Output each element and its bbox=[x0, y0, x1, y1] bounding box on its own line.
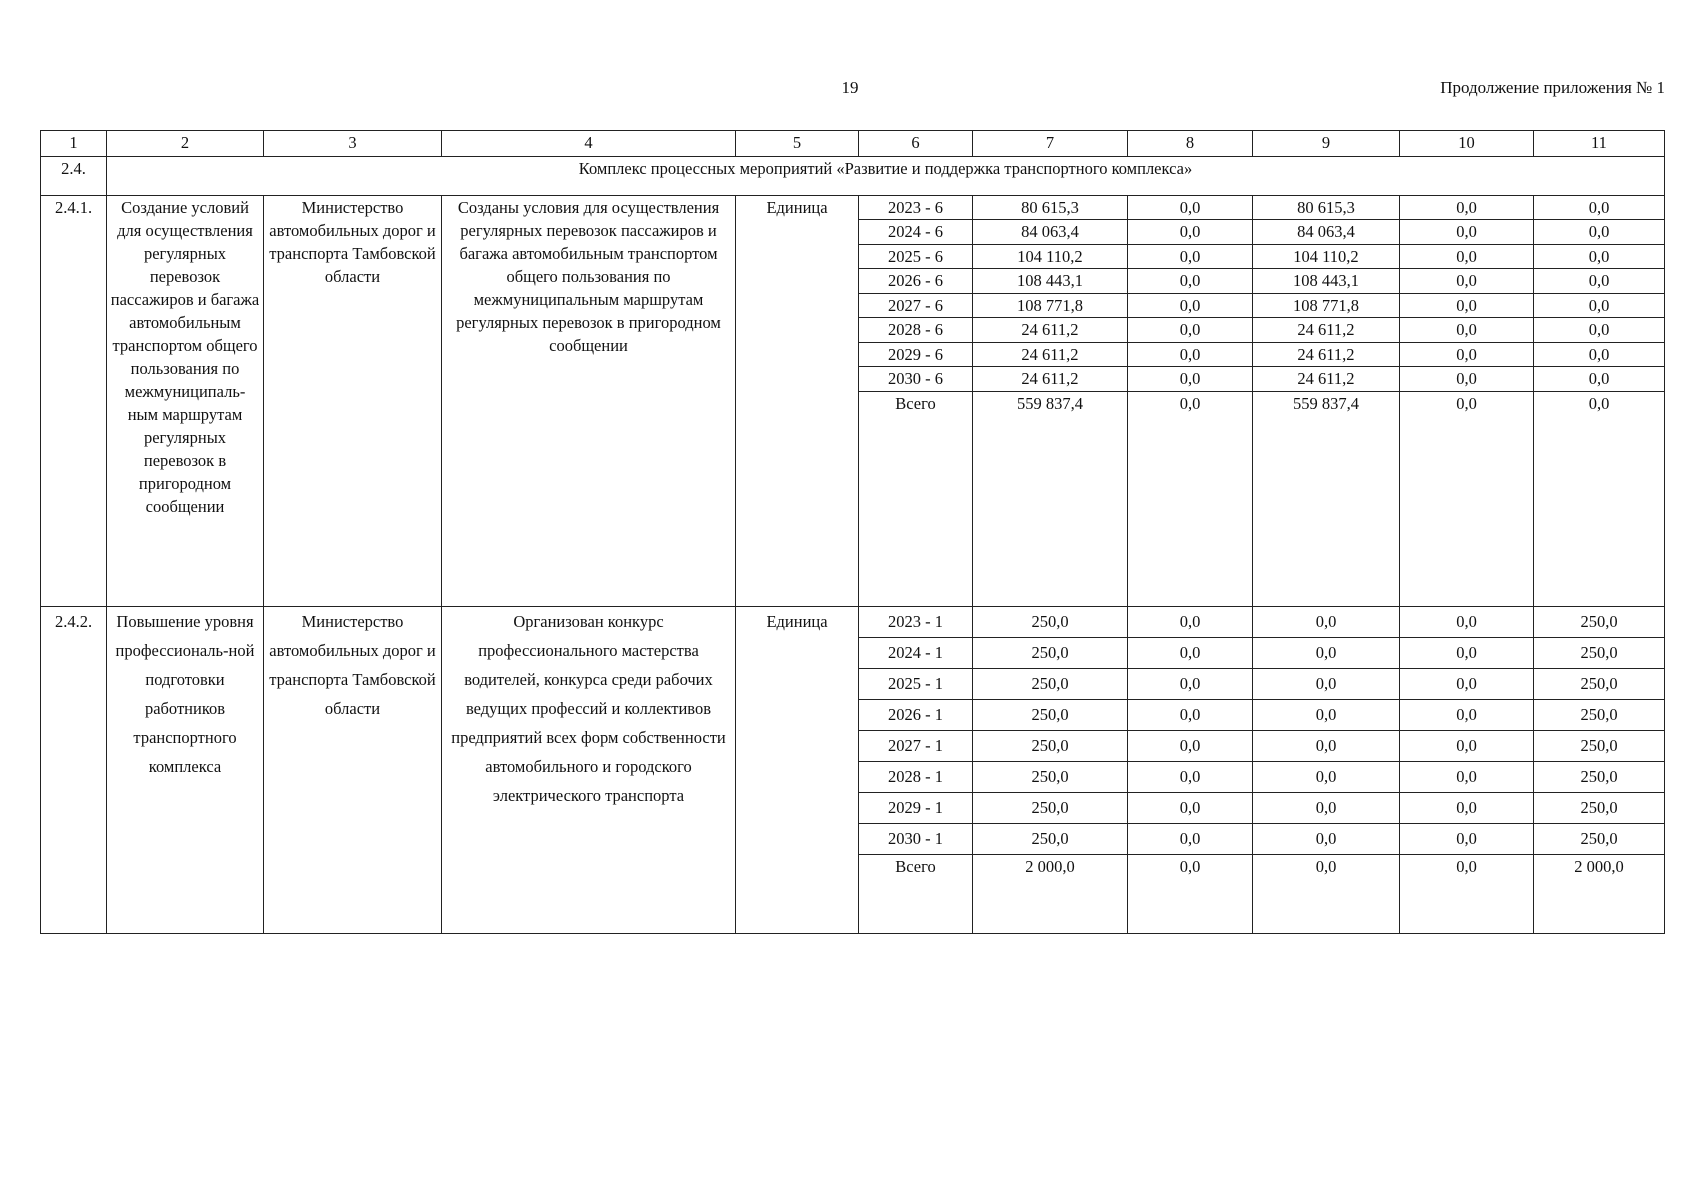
table-row bbox=[41, 195, 1665, 220]
year-target-cell: 2030 - 1 bbox=[859, 823, 973, 854]
column-number: 9 bbox=[1253, 131, 1400, 157]
section-title: Комплекс процессных мероприятий «Развитие и поддержка транспортного комплекса» bbox=[107, 156, 1665, 195]
amount-cell: 0,0 bbox=[1128, 637, 1253, 668]
amount-cell: 0,0 bbox=[1534, 293, 1665, 318]
year-target-cell: 2029 - 6 bbox=[859, 342, 973, 367]
amount-cell: 0,0 bbox=[1128, 367, 1253, 392]
amount-cell: 24 611,2 bbox=[973, 342, 1128, 367]
amount-cell: 250,0 bbox=[1534, 761, 1665, 792]
amount-cell: 250,0 bbox=[1534, 730, 1665, 761]
amount-cell: 108 443,1 bbox=[1253, 269, 1400, 294]
column-number: 11 bbox=[1534, 131, 1665, 157]
total-amount-cell: 559 837,4 bbox=[1253, 391, 1400, 606]
amount-cell: 0,0 bbox=[1534, 367, 1665, 392]
section-code: 2.4. bbox=[41, 156, 107, 195]
continuation-note: Продолжение приложения № 1 bbox=[1440, 78, 1665, 97]
amount-cell: 0,0 bbox=[1128, 195, 1253, 220]
column-number: 10 bbox=[1400, 131, 1534, 157]
amount-cell: 0,0 bbox=[1534, 342, 1665, 367]
amount-cell: 104 110,2 bbox=[973, 244, 1128, 269]
amount-cell: 0,0 bbox=[1400, 367, 1534, 392]
year-target-cell: 2024 - 6 bbox=[859, 220, 973, 245]
amount-cell: 0,0 bbox=[1253, 792, 1400, 823]
amount-cell: 0,0 bbox=[1400, 293, 1534, 318]
amount-cell: 250,0 bbox=[973, 730, 1128, 761]
total-amount-cell: 0,0 bbox=[1128, 391, 1253, 606]
amount-cell: 0,0 bbox=[1400, 792, 1534, 823]
total-amount-cell: 0,0 bbox=[1128, 854, 1253, 933]
amount-cell: 0,0 bbox=[1534, 269, 1665, 294]
amount-cell: 80 615,3 bbox=[973, 195, 1128, 220]
amount-cell: 0,0 bbox=[1128, 823, 1253, 854]
column-number: 6 bbox=[859, 131, 973, 157]
total-amount-cell: 0,0 bbox=[1400, 391, 1534, 606]
total-amount-cell: 0,0 bbox=[1400, 854, 1534, 933]
year-target-cell: 2023 - 1 bbox=[859, 606, 973, 637]
amount-cell: 0,0 bbox=[1400, 195, 1534, 220]
total-amount-cell: 2 000,0 bbox=[973, 854, 1128, 933]
amount-cell: 0,0 bbox=[1253, 668, 1400, 699]
amount-cell: 0,0 bbox=[1400, 220, 1534, 245]
column-number: 3 bbox=[264, 131, 442, 157]
column-number: 8 bbox=[1128, 131, 1253, 157]
year-target-cell: 2024 - 1 bbox=[859, 637, 973, 668]
amount-cell: 0,0 bbox=[1400, 318, 1534, 343]
column-number: 4 bbox=[442, 131, 736, 157]
item-code: 2.4.2. bbox=[41, 606, 107, 933]
amount-cell: 24 611,2 bbox=[1253, 342, 1400, 367]
amount-cell: 0,0 bbox=[1400, 637, 1534, 668]
year-target-cell: 2029 - 1 bbox=[859, 792, 973, 823]
amount-cell: 0,0 bbox=[1400, 699, 1534, 730]
amount-cell: 0,0 bbox=[1400, 244, 1534, 269]
item-name: Повышение уровня профессиональ-ной подготовки работников транспортного комплекса bbox=[107, 606, 264, 933]
year-target-cell: 2027 - 1 bbox=[859, 730, 973, 761]
item-result: Созданы условия для осуществления регулярных перевозок пассажиров и багажа автомобильным транспортом общего пользования по межмуниципальным маршрутам регулярных перевозок в пригородном сообщении bbox=[442, 195, 736, 606]
amount-cell: 0,0 bbox=[1253, 606, 1400, 637]
amount-cell: 0,0 bbox=[1534, 220, 1665, 245]
amount-cell: 24 611,2 bbox=[973, 318, 1128, 343]
year-target-cell: 2027 - 6 bbox=[859, 293, 973, 318]
item-unit: Единица bbox=[736, 606, 859, 933]
amount-cell: 108 771,8 bbox=[973, 293, 1128, 318]
amount-cell: 0,0 bbox=[1534, 195, 1665, 220]
amount-cell: 0,0 bbox=[1128, 293, 1253, 318]
year-target-cell: 2025 - 6 bbox=[859, 244, 973, 269]
amount-cell: 0,0 bbox=[1534, 318, 1665, 343]
total-amount-cell: 0,0 bbox=[1253, 854, 1400, 933]
amount-cell: 0,0 bbox=[1253, 761, 1400, 792]
year-target-cell: 2023 - 6 bbox=[859, 195, 973, 220]
year-target-cell: 2026 - 1 bbox=[859, 699, 973, 730]
amount-cell: 250,0 bbox=[973, 761, 1128, 792]
amount-cell: 0,0 bbox=[1128, 668, 1253, 699]
column-number: 2 bbox=[107, 131, 264, 157]
amount-cell: 24 611,2 bbox=[1253, 367, 1400, 392]
amount-cell: 104 110,2 bbox=[1253, 244, 1400, 269]
amount-cell: 0,0 bbox=[1128, 761, 1253, 792]
total-label: Всего bbox=[859, 391, 973, 606]
amount-cell: 0,0 bbox=[1128, 792, 1253, 823]
year-target-cell: 2025 - 1 bbox=[859, 668, 973, 699]
amount-cell: 108 771,8 bbox=[1253, 293, 1400, 318]
amount-cell: 24 611,2 bbox=[1253, 318, 1400, 343]
column-number: 1 bbox=[41, 131, 107, 157]
item-executor: Министерство автомобильных дорог и транспорта Тамбовской области bbox=[264, 606, 442, 933]
amount-cell: 0,0 bbox=[1128, 244, 1253, 269]
column-number: 7 bbox=[973, 131, 1128, 157]
column-number-row bbox=[41, 131, 1665, 157]
section-row bbox=[41, 156, 1665, 195]
amount-cell: 0,0 bbox=[1253, 823, 1400, 854]
item-result: Организован конкурс профессионального мастерства водителей, конкурса среди рабочих ведущих профессий и коллективов предприятий всех форм собственности автомобильного и городского электрического транспорта bbox=[442, 606, 736, 933]
amount-cell: 0,0 bbox=[1400, 823, 1534, 854]
amount-cell: 250,0 bbox=[1534, 606, 1665, 637]
column-number: 5 bbox=[736, 131, 859, 157]
amount-cell: 84 063,4 bbox=[973, 220, 1128, 245]
amount-cell: 250,0 bbox=[1534, 637, 1665, 668]
page-number: 19 bbox=[841, 78, 859, 97]
amount-cell: 108 443,1 bbox=[973, 269, 1128, 294]
amount-cell: 250,0 bbox=[973, 823, 1128, 854]
amount-cell: 0,0 bbox=[1128, 730, 1253, 761]
total-amount-cell: 0,0 bbox=[1534, 391, 1665, 606]
item-executor: Министерство автомобильных дорог и транспорта Тамбовской области bbox=[264, 195, 442, 606]
amount-cell: 250,0 bbox=[1534, 792, 1665, 823]
amount-cell: 250,0 bbox=[973, 637, 1128, 668]
total-amount-cell: 559 837,4 bbox=[973, 391, 1128, 606]
year-target-cell: 2028 - 6 bbox=[859, 318, 973, 343]
amount-cell: 0,0 bbox=[1128, 318, 1253, 343]
amount-cell: 0,0 bbox=[1534, 244, 1665, 269]
amount-cell: 250,0 bbox=[973, 668, 1128, 699]
total-label: Всего bbox=[859, 854, 973, 933]
table-row bbox=[41, 606, 1665, 637]
amount-cell: 24 611,2 bbox=[973, 367, 1128, 392]
item-code: 2.4.1. bbox=[41, 195, 107, 606]
amount-cell: 250,0 bbox=[973, 699, 1128, 730]
item-name: Создание условий для осуществления регулярных перевозок пассажиров и багажа автомобильным транспортом общего пользования по межмуниципаль-ным маршрутам регулярных перевозок в пригородном сообщении bbox=[107, 195, 264, 606]
amount-cell: 0,0 bbox=[1253, 699, 1400, 730]
amount-cell: 84 063,4 bbox=[1253, 220, 1400, 245]
total-amount-cell: 2 000,0 bbox=[1534, 854, 1665, 933]
activities-table bbox=[40, 130, 1665, 934]
year-target-cell: 2026 - 6 bbox=[859, 269, 973, 294]
year-target-cell: 2030 - 6 bbox=[859, 367, 973, 392]
amount-cell: 80 615,3 bbox=[1253, 195, 1400, 220]
amount-cell: 250,0 bbox=[973, 792, 1128, 823]
amount-cell: 0,0 bbox=[1400, 606, 1534, 637]
amount-cell: 0,0 bbox=[1400, 269, 1534, 294]
amount-cell: 0,0 bbox=[1400, 761, 1534, 792]
amount-cell: 250,0 bbox=[1534, 668, 1665, 699]
amount-cell: 250,0 bbox=[1534, 823, 1665, 854]
amount-cell: 0,0 bbox=[1400, 342, 1534, 367]
amount-cell: 250,0 bbox=[1534, 699, 1665, 730]
amount-cell: 0,0 bbox=[1400, 730, 1534, 761]
amount-cell: 0,0 bbox=[1253, 637, 1400, 668]
item-unit: Единица bbox=[736, 195, 859, 606]
amount-cell: 0,0 bbox=[1128, 220, 1253, 245]
amount-cell: 0,0 bbox=[1400, 668, 1534, 699]
year-target-cell: 2028 - 1 bbox=[859, 761, 973, 792]
amount-cell: 0,0 bbox=[1128, 342, 1253, 367]
amount-cell: 250,0 bbox=[973, 606, 1128, 637]
amount-cell: 0,0 bbox=[1128, 269, 1253, 294]
amount-cell: 0,0 bbox=[1128, 699, 1253, 730]
amount-cell: 0,0 bbox=[1253, 730, 1400, 761]
amount-cell: 0,0 bbox=[1128, 606, 1253, 637]
